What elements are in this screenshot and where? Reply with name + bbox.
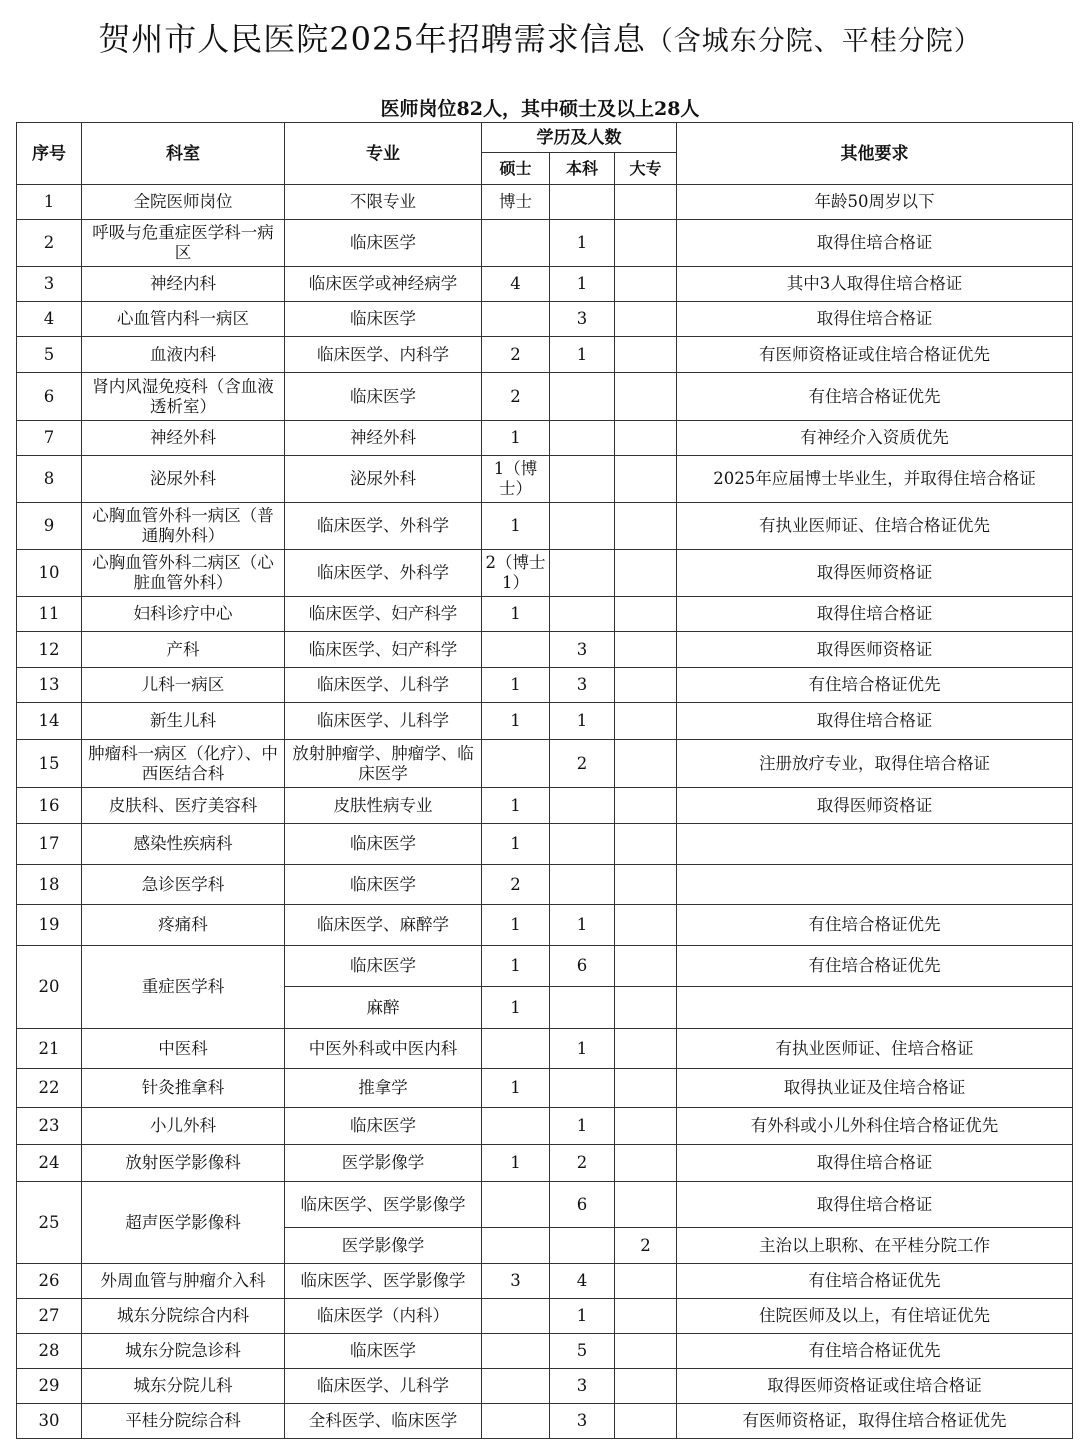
row-college <box>615 456 677 503</box>
row-major: 临床医学、外科学 <box>285 550 482 597</box>
row-major: 皮肤性病专业 <box>285 788 482 824</box>
table-row <box>17 1182 1073 1228</box>
table-row <box>17 1069 1073 1108</box>
table-row <box>17 597 1073 632</box>
header-other: 其他要求 <box>677 123 1073 185</box>
row-dept: 呼吸与危重症医学科一病区 <box>82 220 285 267</box>
row-master: 1 <box>482 668 550 703</box>
row-index: 10 <box>17 550 82 597</box>
row-index: 9 <box>17 503 82 550</box>
row-dept: 放射医学影像科 <box>82 1145 285 1182</box>
row-other <box>677 824 1073 865</box>
table-row <box>17 373 1073 421</box>
header-major: 专业 <box>285 123 482 185</box>
header-master: 硕士 <box>482 153 550 185</box>
row-other: 有住培合格证优先 <box>677 946 1073 987</box>
row-bachelor: 4 <box>550 1264 615 1299</box>
row-master: 1（博士） <box>482 456 550 503</box>
row-college <box>615 824 677 865</box>
row-bachelor: 1 <box>550 703 615 740</box>
row-major: 不限专业 <box>285 185 482 220</box>
row-major: 临床医学、医学影像学 <box>285 1182 482 1228</box>
row-college <box>615 668 677 703</box>
row-major: 推拿学 <box>285 1069 482 1108</box>
row-college <box>615 185 677 220</box>
row-major: 临床医学、医学影像学 <box>285 1264 482 1299</box>
table-row <box>17 946 1073 987</box>
row-master: 1 <box>482 788 550 824</box>
row-bachelor <box>550 824 615 865</box>
row-master: 2 <box>482 337 550 373</box>
row-major: 泌尿外科 <box>285 456 482 503</box>
row-major: 中医外科或中医内科 <box>285 1029 482 1069</box>
row-bachelor: 5 <box>550 1334 615 1369</box>
row-bachelor <box>550 987 615 1029</box>
row-dept: 新生儿科 <box>82 703 285 740</box>
row-index: 6 <box>17 373 82 421</box>
row-college <box>615 946 677 987</box>
row-bachelor: 1 <box>550 905 615 946</box>
header-bachelor: 本科 <box>550 153 615 185</box>
row-index: 24 <box>17 1145 82 1182</box>
table-row <box>17 503 1073 550</box>
row-index: 13 <box>17 668 82 703</box>
row-college <box>615 1299 677 1334</box>
row-other: 有执业医师证、住培合格证优先 <box>677 503 1073 550</box>
row-index: 18 <box>17 865 82 905</box>
row-master: 1 <box>482 1145 550 1182</box>
row-dept: 神经内科 <box>82 267 285 302</box>
table-row <box>17 1029 1073 1069</box>
row-bachelor <box>550 1228 615 1264</box>
row-master <box>482 1334 550 1369</box>
row-index: 30 <box>17 1404 82 1439</box>
row-college <box>615 302 677 337</box>
table-row <box>17 1369 1073 1404</box>
row-other: 取得医师资格证或住培合格证 <box>677 1369 1073 1404</box>
row-major: 临床医学、儿科学 <box>285 703 482 740</box>
table-row <box>17 740 1073 788</box>
row-bachelor: 3 <box>550 1369 615 1404</box>
row-college <box>615 1334 677 1369</box>
row-master <box>482 1299 550 1334</box>
row-dept: 心胸血管外科二病区（心脏血管外科） <box>82 550 285 597</box>
row-college <box>615 740 677 788</box>
row-master: 1 <box>482 503 550 550</box>
row-other: 有住培合格证优先 <box>677 1334 1073 1369</box>
row-dept: 中医科 <box>82 1029 285 1069</box>
row-index: 17 <box>17 824 82 865</box>
row-college <box>615 788 677 824</box>
table-row <box>17 788 1073 824</box>
row-dept: 疼痛科 <box>82 905 285 946</box>
row-index: 14 <box>17 703 82 740</box>
row-master <box>482 632 550 668</box>
row-bachelor <box>550 597 615 632</box>
row-major: 临床医学 <box>285 220 482 267</box>
table-row <box>17 824 1073 865</box>
row-other <box>677 865 1073 905</box>
table-row <box>17 1404 1073 1439</box>
row-other: 取得住培合格证 <box>677 1145 1073 1182</box>
row-dept: 感染性疾病科 <box>82 824 285 865</box>
row-index: 15 <box>17 740 82 788</box>
header-education: 学历及人数 <box>482 123 677 153</box>
table-row <box>17 220 1073 267</box>
row-index: 20 <box>17 946 82 1029</box>
row-other: 主治以上职称、在平桂分院工作 <box>677 1228 1073 1264</box>
row-major: 临床医学 <box>285 302 482 337</box>
row-major: 临床医学 <box>285 865 482 905</box>
row-other: 有医师资格证，取得住培合格证优先 <box>677 1404 1073 1439</box>
row-bachelor: 1 <box>550 220 615 267</box>
row-index: 25 <box>17 1182 82 1264</box>
row-master: 2 <box>482 373 550 421</box>
row-index: 5 <box>17 337 82 373</box>
row-college <box>615 597 677 632</box>
header-index: 序号 <box>17 123 82 185</box>
row-dept: 肿瘤科一病区（化疗）、中西医结合科 <box>82 740 285 788</box>
row-college <box>615 1029 677 1069</box>
row-index: 22 <box>17 1069 82 1108</box>
table-row <box>17 703 1073 740</box>
row-master: 1 <box>482 946 550 987</box>
row-dept: 急诊医学科 <box>82 865 285 905</box>
row-other: 取得住培合格证 <box>677 1182 1073 1228</box>
row-college <box>615 337 677 373</box>
row-major: 麻醉 <box>285 987 482 1029</box>
row-major: 临床医学 <box>285 946 482 987</box>
row-other: 住院医师及以上，有住培证优先 <box>677 1299 1073 1334</box>
row-major: 临床医学 <box>285 824 482 865</box>
row-index: 11 <box>17 597 82 632</box>
row-dept: 针灸推拿科 <box>82 1069 285 1108</box>
row-other: 取得医师资格证 <box>677 550 1073 597</box>
page-title: 贺州市人民医院2025年招聘需求信息（含城东分院、平桂分院） <box>98 20 982 58</box>
row-other: 有医师资格证或住培合格证优先 <box>677 337 1073 373</box>
row-dept: 泌尿外科 <box>82 456 285 503</box>
row-bachelor <box>550 1069 615 1108</box>
row-dept: 神经外科 <box>82 421 285 456</box>
row-college <box>615 1264 677 1299</box>
row-master: 1 <box>482 905 550 946</box>
row-college <box>615 220 677 267</box>
row-index: 1 <box>17 185 82 220</box>
row-major: 医学影像学 <box>285 1145 482 1182</box>
row-index: 23 <box>17 1108 82 1145</box>
row-other: 取得住培合格证 <box>677 703 1073 740</box>
row-master <box>482 1369 550 1404</box>
row-other: 其中3人取得住培合格证 <box>677 267 1073 302</box>
table-row <box>17 421 1073 456</box>
row-bachelor: 1 <box>550 1299 615 1334</box>
row-master: 3 <box>482 1264 550 1299</box>
row-bachelor <box>550 788 615 824</box>
row-college <box>615 703 677 740</box>
row-dept: 产科 <box>82 632 285 668</box>
row-major: 放射肿瘤学、肿瘤学、临床医学 <box>285 740 482 788</box>
table-row <box>17 632 1073 668</box>
table-row <box>17 185 1073 220</box>
row-dept: 儿科一病区 <box>82 668 285 703</box>
row-index: 27 <box>17 1299 82 1334</box>
row-major: 神经外科 <box>285 421 482 456</box>
header-dept: 科室 <box>82 123 285 185</box>
row-major: 临床医学或神经病学 <box>285 267 482 302</box>
row-dept: 重症医学科 <box>82 946 285 1029</box>
row-master: 2（博士1） <box>482 550 550 597</box>
table-row <box>17 1108 1073 1145</box>
row-dept: 肾内风湿免疫科（含血液透析室） <box>82 373 285 421</box>
row-dept: 超声医学影像科 <box>82 1182 285 1264</box>
row-bachelor: 2 <box>550 1145 615 1182</box>
row-index: 28 <box>17 1334 82 1369</box>
row-other: 有神经介入资质优先 <box>677 421 1073 456</box>
row-college <box>615 421 677 456</box>
row-bachelor: 1 <box>550 337 615 373</box>
row-other: 有住培合格证优先 <box>677 905 1073 946</box>
table-row <box>17 1299 1073 1334</box>
row-bachelor <box>550 456 615 503</box>
table-row <box>17 550 1073 597</box>
row-index: 3 <box>17 267 82 302</box>
row-master <box>482 302 550 337</box>
row-dept: 皮肤科、医疗美容科 <box>82 788 285 824</box>
row-other: 取得执业证及住培合格证 <box>677 1069 1073 1108</box>
row-college <box>615 267 677 302</box>
row-index: 26 <box>17 1264 82 1299</box>
row-other <box>677 987 1073 1029</box>
row-bachelor: 1 <box>550 267 615 302</box>
row-major: 临床医学、内科学 <box>285 337 482 373</box>
row-other: 取得住培合格证 <box>677 220 1073 267</box>
row-master: 1 <box>482 824 550 865</box>
row-other: 取得医师资格证 <box>677 788 1073 824</box>
table-row <box>17 905 1073 946</box>
row-major: 医学影像学 <box>285 1228 482 1264</box>
row-other: 有住培合格证优先 <box>677 1264 1073 1299</box>
row-master <box>482 1404 550 1439</box>
row-index: 19 <box>17 905 82 946</box>
row-dept: 平桂分院综合科 <box>82 1404 285 1439</box>
row-major: 临床医学 <box>285 1334 482 1369</box>
row-major: 全科医学、临床医学 <box>285 1404 482 1439</box>
row-master: 1 <box>482 597 550 632</box>
table-row <box>17 1264 1073 1299</box>
recruitment-table <box>16 122 1073 1439</box>
row-dept: 城东分院综合内科 <box>82 1299 285 1334</box>
row-master <box>482 1108 550 1145</box>
table-row <box>17 1334 1073 1369</box>
row-master: 1 <box>482 703 550 740</box>
table-row <box>17 456 1073 503</box>
row-bachelor: 3 <box>550 1404 615 1439</box>
row-major: 临床医学、麻醉学 <box>285 905 482 946</box>
header-college: 大专 <box>615 153 677 185</box>
table-row <box>17 668 1073 703</box>
row-major: 临床医学、妇产科学 <box>285 597 482 632</box>
row-college <box>615 632 677 668</box>
row-bachelor: 6 <box>550 1182 615 1228</box>
row-bachelor <box>550 421 615 456</box>
row-index: 2 <box>17 220 82 267</box>
row-bachelor: 1 <box>550 1029 615 1069</box>
row-bachelor <box>550 185 615 220</box>
row-other: 取得医师资格证 <box>677 632 1073 668</box>
row-dept: 城东分院儿科 <box>82 1369 285 1404</box>
row-other: 取得住培合格证 <box>677 597 1073 632</box>
row-master: 4 <box>482 267 550 302</box>
row-other: 年龄50周岁以下 <box>677 185 1073 220</box>
row-index: 7 <box>17 421 82 456</box>
row-college <box>615 1404 677 1439</box>
row-index: 8 <box>17 456 82 503</box>
row-dept: 全院医师岗位 <box>82 185 285 220</box>
row-master: 1 <box>482 987 550 1029</box>
row-college <box>615 1182 677 1228</box>
row-college: 2 <box>615 1228 677 1264</box>
table-row <box>17 267 1073 302</box>
row-college <box>615 503 677 550</box>
table-row <box>17 1145 1073 1182</box>
row-bachelor: 3 <box>550 302 615 337</box>
row-dept: 城东分院急诊科 <box>82 1334 285 1369</box>
row-college <box>615 1145 677 1182</box>
row-major: 临床医学（内科） <box>285 1299 482 1334</box>
row-college <box>615 373 677 421</box>
row-college <box>615 550 677 597</box>
table-row <box>17 865 1073 905</box>
row-bachelor: 1 <box>550 1108 615 1145</box>
row-major: 临床医学 <box>285 373 482 421</box>
row-other: 有住培合格证优先 <box>677 668 1073 703</box>
table-row <box>17 337 1073 373</box>
row-other: 有住培合格证优先 <box>677 373 1073 421</box>
row-master: 1 <box>482 1069 550 1108</box>
row-dept: 外周血管与肿瘤介入科 <box>82 1264 285 1299</box>
row-dept: 心胸血管外科一病区（普通胸外科） <box>82 503 285 550</box>
row-other: 注册放疗专业，取得住培合格证 <box>677 740 1073 788</box>
row-bachelor <box>550 503 615 550</box>
row-college <box>615 987 677 1029</box>
row-other: 有外科或小儿外科住培合格证优先 <box>677 1108 1073 1145</box>
row-index: 29 <box>17 1369 82 1404</box>
row-master <box>482 1029 550 1069</box>
row-bachelor: 3 <box>550 632 615 668</box>
row-master <box>482 740 550 788</box>
row-master: 2 <box>482 865 550 905</box>
row-college <box>615 1108 677 1145</box>
row-other: 有执业医师证、住培合格证 <box>677 1029 1073 1069</box>
row-major: 临床医学、儿科学 <box>285 668 482 703</box>
row-index: 21 <box>17 1029 82 1069</box>
row-bachelor <box>550 373 615 421</box>
row-dept: 妇科诊疗中心 <box>82 597 285 632</box>
row-index: 16 <box>17 788 82 824</box>
row-major: 临床医学 <box>285 1108 482 1145</box>
row-index: 4 <box>17 302 82 337</box>
row-dept: 小儿外科 <box>82 1108 285 1145</box>
row-master <box>482 220 550 267</box>
row-bachelor: 2 <box>550 740 615 788</box>
row-bachelor: 3 <box>550 668 615 703</box>
row-master <box>482 1228 550 1264</box>
row-college <box>615 865 677 905</box>
row-bachelor <box>550 550 615 597</box>
row-bachelor <box>550 865 615 905</box>
row-index: 12 <box>17 632 82 668</box>
row-master: 1 <box>482 421 550 456</box>
row-major: 临床医学、妇产科学 <box>285 632 482 668</box>
row-master: 博士 <box>482 185 550 220</box>
row-major: 临床医学、外科学 <box>285 503 482 550</box>
row-major: 临床医学、儿科学 <box>285 1369 482 1404</box>
table-subtitle: 医师岗位82人，其中硕士及以上28人 <box>380 98 700 120</box>
table-row <box>17 302 1073 337</box>
row-other: 2025年应届博士毕业生，并取得住培合格证 <box>677 456 1073 503</box>
row-dept: 心血管内科一病区 <box>82 302 285 337</box>
row-master <box>482 1182 550 1228</box>
row-college <box>615 905 677 946</box>
row-other: 取得住培合格证 <box>677 302 1073 337</box>
row-bachelor: 6 <box>550 946 615 987</box>
row-dept: 血液内科 <box>82 337 285 373</box>
row-college <box>615 1069 677 1108</box>
row-college <box>615 1369 677 1404</box>
